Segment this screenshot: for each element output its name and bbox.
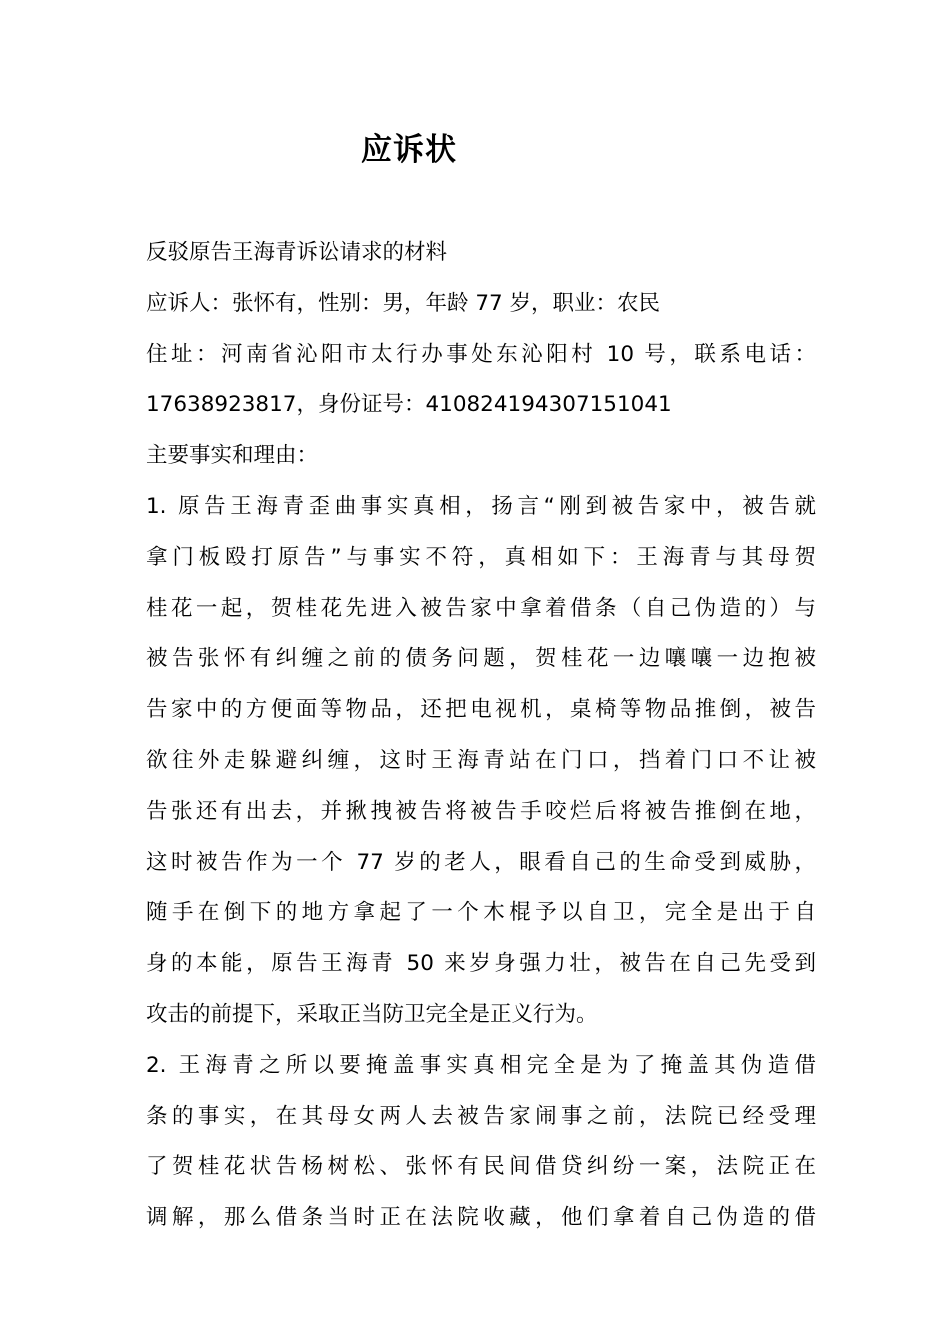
body-line: 2. 王海青之所以要掩盖事实真相完全是为了掩盖其伪造借 bbox=[146, 1052, 816, 1078]
body-line: 反驳原告王海青诉讼请求的材料 bbox=[146, 240, 448, 265]
body-line: 应诉人：张怀有，性别：男，年龄 77 岁，职业：农民 bbox=[146, 290, 661, 316]
body-line: 这时被告作为一个 77 岁的老人，眼看自己的生命受到威胁， bbox=[146, 849, 816, 875]
body-line: 住址：河南省沁阳市太行办事处东沁阳村 10 号，联系电话： bbox=[146, 341, 816, 367]
body-line: 条的事实，在其母女两人去被告家闹事之前，法院已经受理 bbox=[146, 1103, 816, 1129]
body-line: 被告张怀有纠缠之前的债务问题，贺桂花一边嚷嚷一边抱被 bbox=[146, 646, 816, 672]
body-line: 告家中的方便面等物品，还把电视机，桌椅等物品推倒，被告 bbox=[146, 697, 816, 723]
body-line: 了贺桂花状告杨树松、张怀有民间借贷纠纷一案，法院正在 bbox=[146, 1154, 816, 1180]
body-line: 告张还有出去，并揪拽被告将被告手咬烂后将被告推倒在地， bbox=[146, 798, 816, 824]
body-line: 身的本能，原告王海青 50 来岁身强力壮，被告在自己先受到 bbox=[146, 951, 816, 977]
body-line: 桂花一起，贺桂花先进入被告家中拿着借条（自己伪造的）与 bbox=[146, 595, 816, 621]
body-line: 攻击的前提下，采取正当防卫完全是正义行为。 bbox=[146, 1001, 598, 1027]
document-body bbox=[146, 228, 816, 1244]
body-line: 调解，那么借条当时正在法院收藏，他们拿着自己伪造的借 bbox=[146, 1205, 816, 1231]
body-line: 1. 原告王海青歪曲事实真相，扬言“刚到被告家中，被告就 bbox=[146, 493, 816, 519]
body-line: 主要事实和理由： bbox=[146, 443, 319, 469]
body-line: 随手在倒下的地方拿起了一个木棍予以自卫，完全是出于自 bbox=[146, 900, 816, 926]
body-line: 17638923817，身份证号：410824194307151041 bbox=[146, 392, 672, 418]
body-line: 拿门板殴打原告”与事实不符，真相如下：王海青与其母贺 bbox=[146, 544, 816, 570]
document-title: 应诉状 bbox=[361, 132, 457, 168]
body-line: 欲往外走躲避纠缠，这时王海青站在门口，挡着门口不让被 bbox=[146, 747, 816, 773]
